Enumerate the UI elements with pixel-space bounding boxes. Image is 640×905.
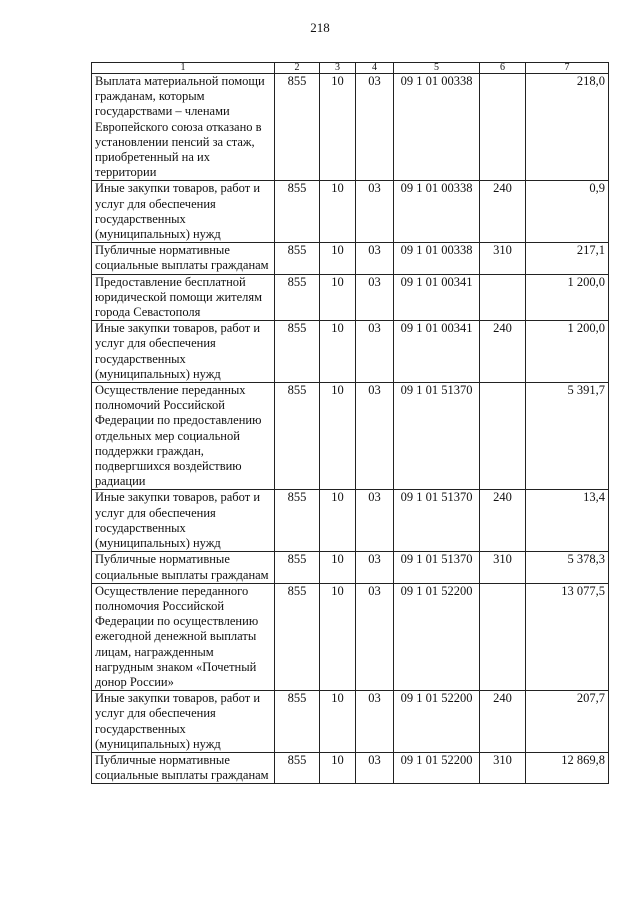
section-code: 10	[320, 243, 356, 274]
target-article-code: 09 1 01 52200	[394, 752, 480, 783]
department-code: 855	[275, 74, 320, 181]
subsection-code: 03	[356, 274, 394, 321]
target-article-code: 09 1 01 00341	[394, 321, 480, 383]
section-code: 10	[320, 583, 356, 690]
section-code: 10	[320, 74, 356, 181]
section-code: 10	[320, 752, 356, 783]
expense-type-code: 310	[480, 243, 526, 274]
row-description: Предоставление бесплатной юридической помощи жителям города Севастополя	[92, 274, 275, 321]
section-code: 10	[320, 552, 356, 583]
department-code: 855	[275, 383, 320, 490]
target-article-code: 09 1 01 51370	[394, 552, 480, 583]
subsection-code: 03	[356, 552, 394, 583]
target-article-code: 09 1 01 52200	[394, 691, 480, 753]
subsection-code: 03	[356, 691, 394, 753]
column-header: 7	[526, 63, 609, 74]
subsection-code: 03	[356, 383, 394, 490]
expense-type-code: 240	[480, 321, 526, 383]
amount: 13,4	[526, 490, 609, 552]
table-row	[92, 274, 609, 321]
budget-table	[91, 62, 609, 784]
column-header: 3	[320, 63, 356, 74]
table-row	[92, 583, 609, 690]
amount: 12 869,8	[526, 752, 609, 783]
row-description: Осуществление переданного полномочия Российской Федерации по осуществлению ежегодной денежной выплаты лицам, награжденным нагрудным знаком «Почетный донор России»	[92, 583, 275, 690]
amount: 207,7	[526, 691, 609, 753]
table-row	[92, 181, 609, 243]
subsection-code: 03	[356, 74, 394, 181]
department-code: 855	[275, 181, 320, 243]
target-article-code: 09 1 01 51370	[394, 383, 480, 490]
amount: 5 391,7	[526, 383, 609, 490]
department-code: 855	[275, 321, 320, 383]
department-code: 855	[275, 583, 320, 690]
section-code: 10	[320, 383, 356, 490]
table-row	[92, 490, 609, 552]
amount: 217,1	[526, 243, 609, 274]
column-header: 1	[92, 63, 275, 74]
header-row	[92, 63, 609, 74]
amount: 218,0	[526, 74, 609, 181]
table-row	[92, 243, 609, 274]
subsection-code: 03	[356, 243, 394, 274]
table-row	[92, 74, 609, 181]
expense-type-code: 310	[480, 752, 526, 783]
expense-type-code: 240	[480, 490, 526, 552]
subsection-code: 03	[356, 490, 394, 552]
column-header: 6	[480, 63, 526, 74]
table-row	[92, 321, 609, 383]
table-row	[92, 752, 609, 783]
expense-type-code	[480, 274, 526, 321]
expense-type-code	[480, 383, 526, 490]
row-description: Иные закупки товаров, работ и услуг для обеспечения государственных (муниципальных) нужд	[92, 321, 275, 383]
amount: 5 378,3	[526, 552, 609, 583]
department-code: 855	[275, 274, 320, 321]
amount: 1 200,0	[526, 274, 609, 321]
target-article-code: 09 1 01 00338	[394, 243, 480, 274]
target-article-code: 09 1 01 51370	[394, 490, 480, 552]
expense-type-code: 240	[480, 181, 526, 243]
expense-type-code	[480, 583, 526, 690]
row-description: Выплата материальной помощи гражданам, которым государствами – членами Европейского союза отказано в установлении пенсий за стаж, приобретенный на их территории	[92, 74, 275, 181]
column-header: 2	[275, 63, 320, 74]
expense-type-code	[480, 74, 526, 181]
section-code: 10	[320, 490, 356, 552]
table-row	[92, 552, 609, 583]
row-description: Публичные нормативные социальные выплаты гражданам	[92, 552, 275, 583]
subsection-code: 03	[356, 181, 394, 243]
table-row	[92, 691, 609, 753]
target-article-code: 09 1 01 52200	[394, 583, 480, 690]
row-description: Иные закупки товаров, работ и услуг для обеспечения государственных (муниципальных) нужд	[92, 490, 275, 552]
expense-type-code: 310	[480, 552, 526, 583]
column-header: 5	[394, 63, 480, 74]
section-code: 10	[320, 181, 356, 243]
row-description: Публичные нормативные социальные выплаты гражданам	[92, 243, 275, 274]
row-description: Публичные нормативные социальные выплаты гражданам	[92, 752, 275, 783]
expense-type-code: 240	[480, 691, 526, 753]
row-description: Осуществление переданных полномочий Российской Федерации по предоставлению отдельных мер социальной поддержки граждан, подвергшихся воздействию радиации	[92, 383, 275, 490]
row-description: Иные закупки товаров, работ и услуг для обеспечения государственных (муниципальных) нужд	[92, 181, 275, 243]
table-body	[92, 74, 609, 784]
department-code: 855	[275, 243, 320, 274]
subsection-code: 03	[356, 752, 394, 783]
subsection-code: 03	[356, 583, 394, 690]
target-article-code: 09 1 01 00338	[394, 74, 480, 181]
target-article-code: 09 1 01 00341	[394, 274, 480, 321]
subsection-code: 03	[356, 321, 394, 383]
department-code: 855	[275, 691, 320, 753]
target-article-code: 09 1 01 00338	[394, 181, 480, 243]
section-code: 10	[320, 321, 356, 383]
section-code: 10	[320, 274, 356, 321]
amount: 0,9	[526, 181, 609, 243]
table-row	[92, 383, 609, 490]
amount: 1 200,0	[526, 321, 609, 383]
row-description: Иные закупки товаров, работ и услуг для обеспечения государственных (муниципальных) нужд	[92, 691, 275, 753]
department-code: 855	[275, 490, 320, 552]
page-number: 218	[310, 20, 330, 35]
section-code: 10	[320, 691, 356, 753]
column-header: 4	[356, 63, 394, 74]
department-code: 855	[275, 552, 320, 583]
amount: 13 077,5	[526, 583, 609, 690]
department-code: 855	[275, 752, 320, 783]
